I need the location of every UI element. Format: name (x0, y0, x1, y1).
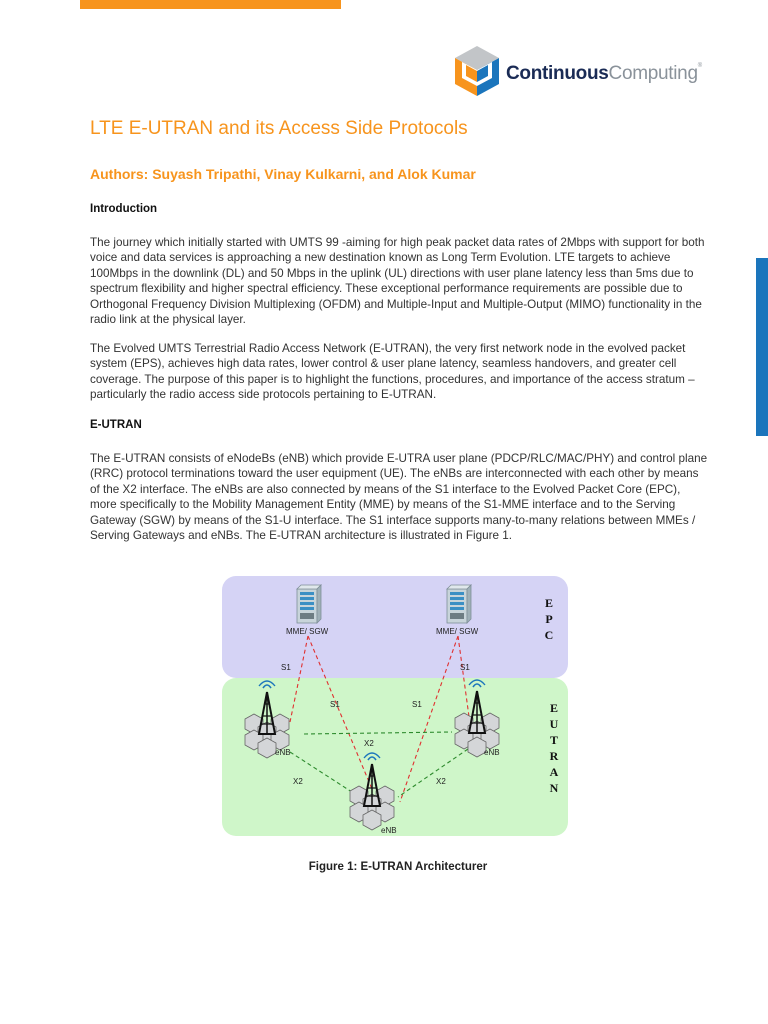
server-icon (297, 585, 321, 623)
company-logo (452, 44, 712, 100)
top-accent-bar (80, 0, 341, 9)
intro-paragraph-1: The journey which initially started with UMTS 99 -aiming for high peak packet data rates of 2Mbps with support for both voice and data services is approaching a new destination known as Long Term Evolution. LTE targets to achieve 100Mbps in the downlink (DL) and 50 Mbps in the uplink (UL) directions with user plane latency less than 5ms due to spectrum flexibility and higher spectral efficiency. These exceptional performance requirements are possible due to Orthogonal Frequency Division Multiplexing (OFDM) and Multiple-Input and Multiple-Output (MIMO) functionality in the radio link at the physical layer. (90, 236, 705, 327)
heading-e-utran: E-UTRAN (90, 419, 142, 431)
epc-letter: P (545, 612, 553, 626)
logo-name-bold: Continuous (506, 63, 609, 84)
s1-label: S1 (281, 663, 291, 672)
epc-region (222, 576, 568, 678)
eutran-letter: R (549, 749, 559, 763)
logo-trademark: ® (697, 63, 703, 69)
s1-label: S1 (460, 663, 470, 672)
eutran-letter: E (549, 701, 559, 715)
e-utran-architecture-diagram (220, 574, 570, 839)
x2-label: X2 (293, 777, 303, 786)
logo-wordmark (506, 63, 702, 85)
s1-label: S1 (412, 700, 422, 709)
eutran-letter: A (549, 765, 559, 779)
server-icon (447, 585, 471, 623)
cube-logo-icon (452, 44, 502, 100)
e-utran-paragraph: The E-UTRAN consists of eNodeBs (eNB) which provide E-UTRA user plane (PDCP/RLC/MAC/PHY) and control plane (RRC) protocol terminations toward the user equipment (UE). The eNBs are interconnected with each other by means of the X2 interface. The eNBs are also connected by means of the S1 interface to the Evolved Packet Core (EPC), more specifically to the Mobility Management Entity (MME) by means of the S1-MME interface and to the Serving Gateway (SGW) by means of the S1-U interface. The S1 interface supports many-to-many relations between MMEs / Serving Gateways and eNBs. The E-UTRAN architecture is illustrated in Figure 1. (90, 452, 708, 543)
eutran-letter: N (549, 781, 559, 795)
server-label-left: MME/ SGW (286, 627, 329, 636)
figure-caption: Figure 1: E-UTRAN Architecturer (308, 861, 488, 873)
eutran-letter: U (549, 717, 559, 731)
enb-label: eNB (381, 826, 397, 835)
x2-label: X2 (364, 739, 374, 748)
document-authors: Authors: Suyash Tripathi, Vinay Kulkarni, and Alok Kumar (90, 166, 476, 182)
epc-letter: C (544, 628, 554, 642)
document-title: LTE E-UTRAN and its Access Side Protocols (90, 118, 468, 139)
e-utran-region (222, 678, 568, 836)
eutran-letter: T (549, 733, 559, 747)
enb-label: eNB (275, 748, 291, 757)
logo-name-light: Computing (608, 63, 698, 84)
heading-introduction: Introduction (90, 203, 158, 215)
intro-paragraph-2: The Evolved UMTS Terrestrial Radio Access Network (E-UTRAN), the very first network node in the evolved packet system (EPS), achieves high data rates, lower control & user plane latency, seamless handovers, and greater cell coverage. The purpose of this paper is to highlight the functions, procedures, and importance of the access stratum – particularly the radio access side protocols pertaining to E-UTRAN. (90, 342, 695, 402)
server-label-right: MME/ SGW (436, 627, 479, 636)
enb-label: eNB (484, 748, 500, 757)
epc-letter: E (544, 596, 554, 610)
x2-label: X2 (436, 777, 446, 786)
side-accent-bar (756, 258, 768, 436)
s1-label: S1 (330, 700, 340, 709)
